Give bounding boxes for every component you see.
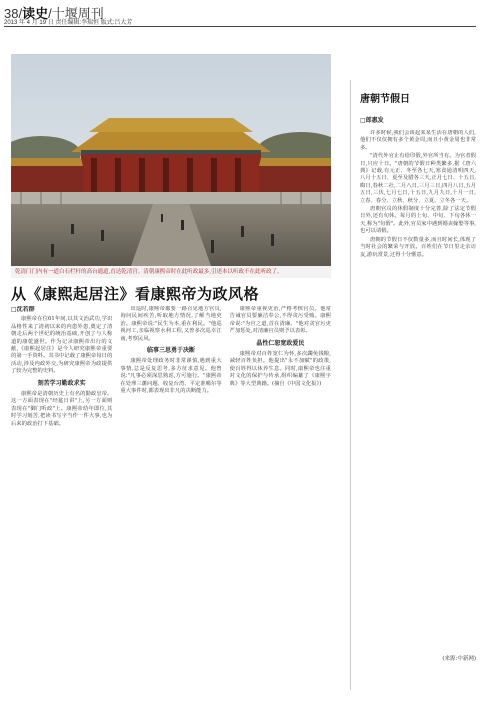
- paragraph: 出巡时,康熙帝都要一路召见地方官员,询问民间疾苦,听取地方情况,了解当地吏治。康熙帝说:"民生为本,重在利民。"他巡视河工,亲临视察水利工程,又曾多次巡幸江南,考察民风。: [120, 306, 222, 342]
- publication-name: /十堰周刊: [48, 6, 104, 21]
- paragraph: "清代外官止有给印假,外官所当有。为官者假日,只应十日。"唐朝的节假日种类繁多,据《唐六典》记载,有元正、冬至各七天,寒食通清明四天,八月十五日、夏至及腊各三天,正月七日、十五日,晦日,春秋二社,二月八日,三月三日,四月八日,五月五日,三伏,七月七日,十五日,九月九日,十月一日,立春、春分、立秋、秋分、立夏、立冬各一天。: [360, 153, 476, 204]
- paragraph: 许多时候,我们会谈起某某生活在唐朝的人们,他们不仅仅拥有多个黄金周,而且小黄金周也非常多。: [360, 130, 476, 151]
- article-title: 从《康熙起居注》看康熙帝为政风格: [11, 285, 260, 303]
- paragraph: 康熙帝处理政务时非常谨慎,遇到重大事情,总是反复思考,多方征求意见。他曾说:"凡事必须深思熟虑,方可施行。"康熙帝在处理三藩问题、收复台湾、平定准噶尔等重大事件时,都表现出非凡的决断能力。: [120, 358, 222, 395]
- article-column-1: [11, 306, 112, 696]
- paragraph: 康熙帝重视吏治,严格考核官员。他常告诫官员要廉洁奉公,不得贪污受贿。康熙帝说:"为官之道,首在清廉。"他对贪官污吏严加惩处,对清廉官员则予以表彰。: [229, 306, 331, 335]
- photo-caption: 乾清门门内有一道白石栏杆的高台通道,直达乾清宫。清朝康熙帝时在此听政最多,引述本以听政不在此听政了。: [11, 266, 331, 278]
- article-author: □沈若群: [11, 306, 35, 313]
- paragraph: 唐朝的节假日不仅数量多,而且时间长,体现了当时社会的繁荣与开放。百姓们在节日里走亲访友,游玩赏景,过得十分惬意。: [360, 236, 476, 258]
- column-divider: [350, 80, 351, 690]
- article-body: [11, 306, 331, 696]
- section-name: 读史: [22, 6, 49, 21]
- paragraph: 康熙帝对百姓宽仁为怀,多次蠲免钱粮,减轻百姓负担。他提出"永不加赋"的政策,使百姓得以休养生息。同时,康熙帝也注重对文化的保护与传承,组织编纂了《康熙字典》等大型典籍。(摘自《中国文化报》): [229, 351, 331, 387]
- sidebar-author: □郎惠发: [360, 117, 384, 124]
- article-column-3: [230, 306, 331, 696]
- subheading: 刻苦学习勤政求实: [37, 379, 86, 387]
- article-column-2: [120, 306, 221, 696]
- sidebar-article: [360, 90, 476, 690]
- sidebar-title: 唐朝节假日: [360, 94, 410, 105]
- sidebar-body: [360, 130, 476, 650]
- page-header: [4, 3, 476, 27]
- page-number-value: 38/: [4, 6, 23, 21]
- paragraph: 康熙帝是清朝历史上有名的勤政皇帝。这一方面表现在"经筵日讲"上,另一方面则表现在"御门听政"上。康熙帝幼年即位,其时学习刻苦,把读书写字当作一件大事,也为后来的政治打下基础。: [11, 391, 113, 427]
- subheading: 临事三思勇于决断: [146, 347, 195, 355]
- sidebar-source: (来源:中新网): [442, 656, 476, 662]
- forbidden-city-illustration: [11, 54, 331, 266]
- subheading: 晶性仁恕宽政爱民: [256, 339, 305, 347]
- forbidden-city-photo: [11, 54, 331, 266]
- paragraph: 唐朝官员的休假制度十分完善,除了法定节假日外,还有旬休。每月的上旬、中旬、下旬各休一天,称为"旬假"。此外,官员家中遇到婚丧嫁娶等事,也可以请假。: [360, 206, 476, 235]
- paragraph: 康熙帝在位61年间,以其文治武功,学识品格性来了清初以来的内患外患,奠定了清朝走后两个世纪的统治基础,开创了与人称道的康乾盛世。作为记录康熙帝出行的文献,《康熙起居注》是今人研究康熙帝重要的第一手资料。其书中记载了康熙帝每日的活动,涉及内政外交,为研究康熙帝为政提供了较为完整的史料。: [11, 316, 113, 375]
- header-meta: 2013 年 4 月 19 日 责任编辑:李瑞恒 版式:吕大芳: [4, 20, 133, 26]
